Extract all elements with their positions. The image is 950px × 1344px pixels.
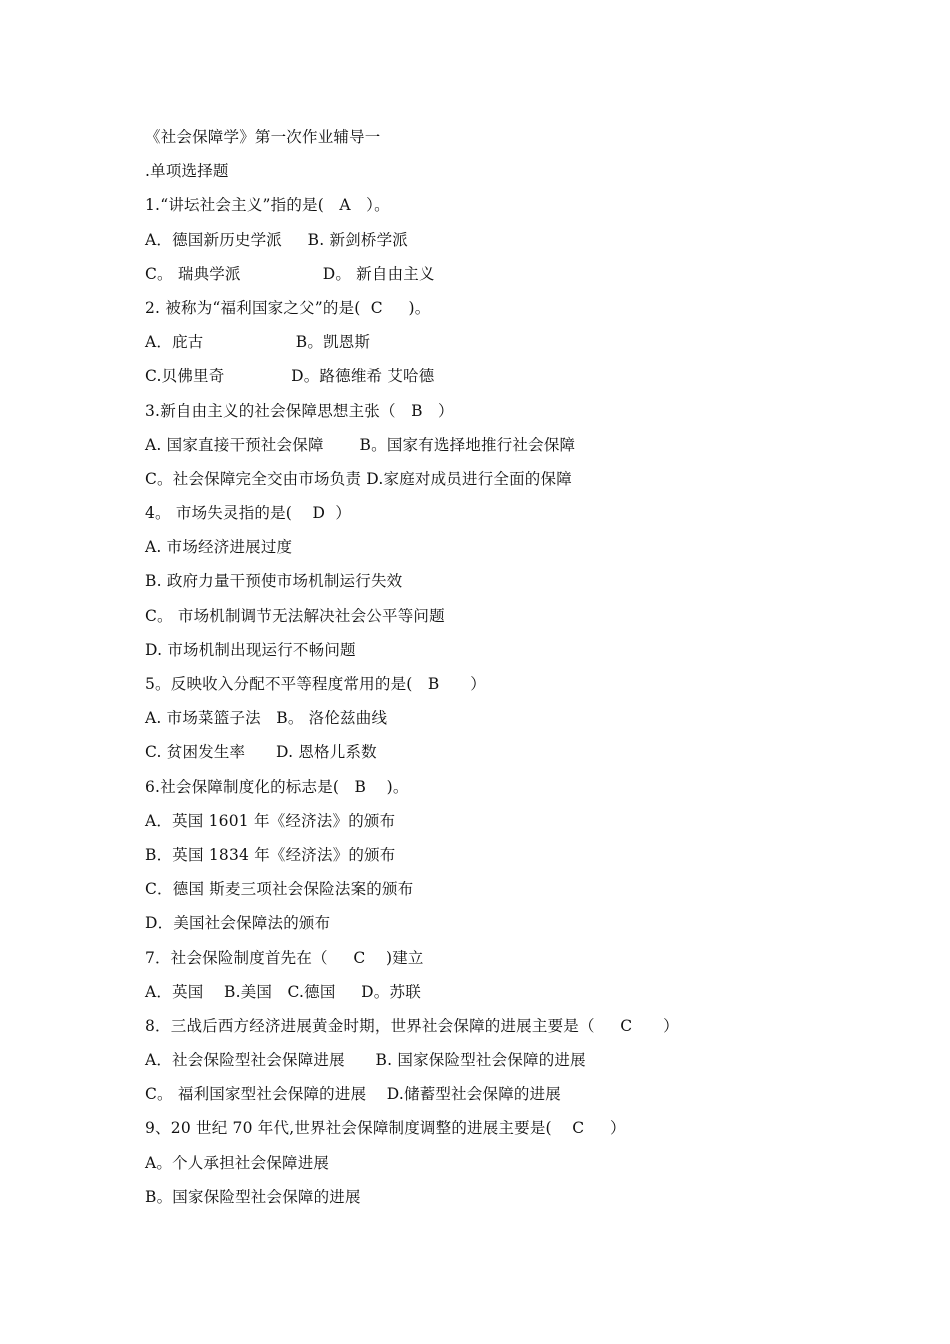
question-4-option-c: C。 市场机制调节无法解决社会公平等问题 [145, 606, 445, 625]
question-9-option-a: A。个人承担社会保障进展 [145, 1153, 330, 1172]
document-title: 《社会保障学》第一次作业辅导一 [145, 128, 381, 146]
question-2: 2. 被称为“福利国家之父”的是( C )。 [145, 298, 431, 317]
question-8-options-ab: A．社会保险型社会保障进展 B. 国家保险型社会保障的进展 [145, 1051, 586, 1070]
question-4-option-d: D. 市场机制出现运行不畅问题 [145, 640, 356, 659]
question-3-options-cd: C。社会保障完全交由市场负责 D.家庭对成员进行全面的保障 [145, 469, 572, 488]
question-7: 7．社会保险制度首先在（ C )建立 [145, 948, 424, 967]
document-body [145, 124, 845, 1218]
question-5-options-cd: C. 贫困发生率 D. 恩格儿系数 [145, 743, 377, 762]
question-2-options-cd: C.贝佛里奇 D。路德维希 艾哈德 [145, 367, 435, 386]
question-3: 3.新自由主义的社会保障思想主张（ B ） [145, 401, 454, 420]
question-9: 9、20 世纪 70 年代,世界社会保障制度调整的进展主要是( C ） [145, 1119, 626, 1138]
question-1-options-ab: A．德国新历史学派 B. 新剑桥学派 [145, 230, 408, 249]
question-5-options-ab: A. 市场菜篮子法 B。 洛伦兹曲线 [145, 709, 388, 728]
question-6-option-d: D．美国社会保障法的颁布 [145, 914, 331, 933]
question-6: 6.社会保障制度化的标志是( B )。 [145, 777, 409, 796]
question-2-options-ab: A．庇古 B。凯恩斯 [145, 333, 371, 352]
question-5: 5。反映收入分配不平等程度常用的是( B ） [145, 675, 486, 693]
question-6-option-c: C．德国 斯麦三项社会保险法案的颁布 [145, 880, 414, 899]
question-6-option-a: A．英国 1601 年《经济法》的颁布 [145, 811, 396, 830]
question-4: 4。 市场失灵指的是( D ） [145, 504, 352, 523]
question-4-option-a: A. 市场经济进展过度 [145, 538, 293, 557]
section-heading: .单项选择题 [145, 162, 229, 181]
question-9-option-b: B。国家保险型社会保障的进展 [145, 1187, 361, 1206]
question-4-option-b: B. 政府力量干预使市场机制运行失效 [145, 572, 403, 591]
question-8-options-cd: C。 福利国家型社会保障的进展 D.储蓄型社会保障的进展 [145, 1085, 561, 1104]
question-1-options-cd: C。 瑞典学派 D。 新自由主义 [145, 264, 435, 283]
question-7-options: A．英国 B.美国 C.德国 D。苏联 [145, 982, 421, 1001]
question-6-option-b: B．英国 1834 年《经济法》的颁布 [145, 845, 396, 864]
question-8: 8．三战后西方经济进展黄金时期，世界社会保障的进展主要是（ C ） [145, 1016, 679, 1035]
question-3-options-ab: A. 国家直接干预社会保障 B。国家有选择地推行社会保障 [145, 435, 576, 454]
question-1: 1.“讲坛社会主义”指的是( A ）。 [145, 196, 390, 215]
